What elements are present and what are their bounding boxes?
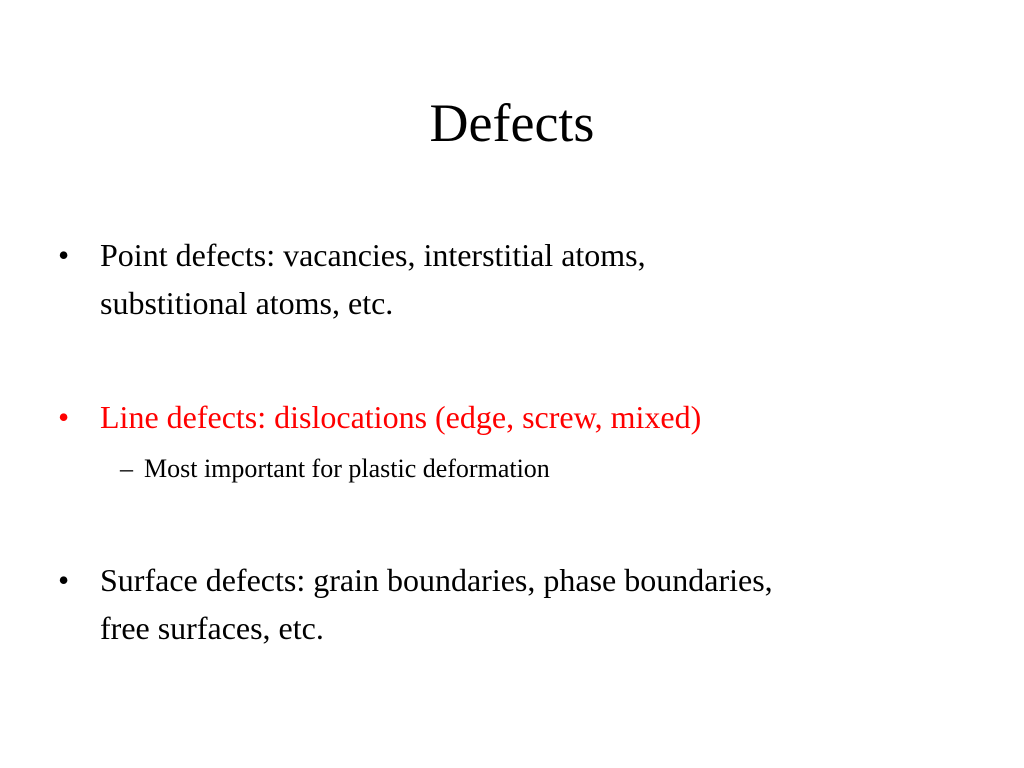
bullet-line-defects [58,393,978,441]
sub-bullet-marker: – [120,454,133,483]
bullet-text [100,556,960,652]
bullet-line: substitional atoms, etc. [100,285,394,321]
bullet-line: Point defects: vacancies, interstitial atoms, [100,237,646,273]
slide-title: Defects [429,93,595,153]
bullet-line: Line defects: dislocations (edge, screw, mixed) [100,399,702,435]
bullet-marker: • [58,237,70,273]
bullet-marker: • [58,562,70,598]
bullet-line: free surfaces, etc. [100,610,324,646]
sub-bullet-text: Most important for plastic deformation [144,454,550,483]
bullet-marker: • [58,399,70,435]
bullet-text [100,231,960,327]
bullet-text [100,393,960,441]
bullet-line: Surface defects: grain boundaries, phase boundaries, [100,562,773,598]
bullet-point-defects [58,231,978,327]
bullet-surface-defects [58,556,978,652]
